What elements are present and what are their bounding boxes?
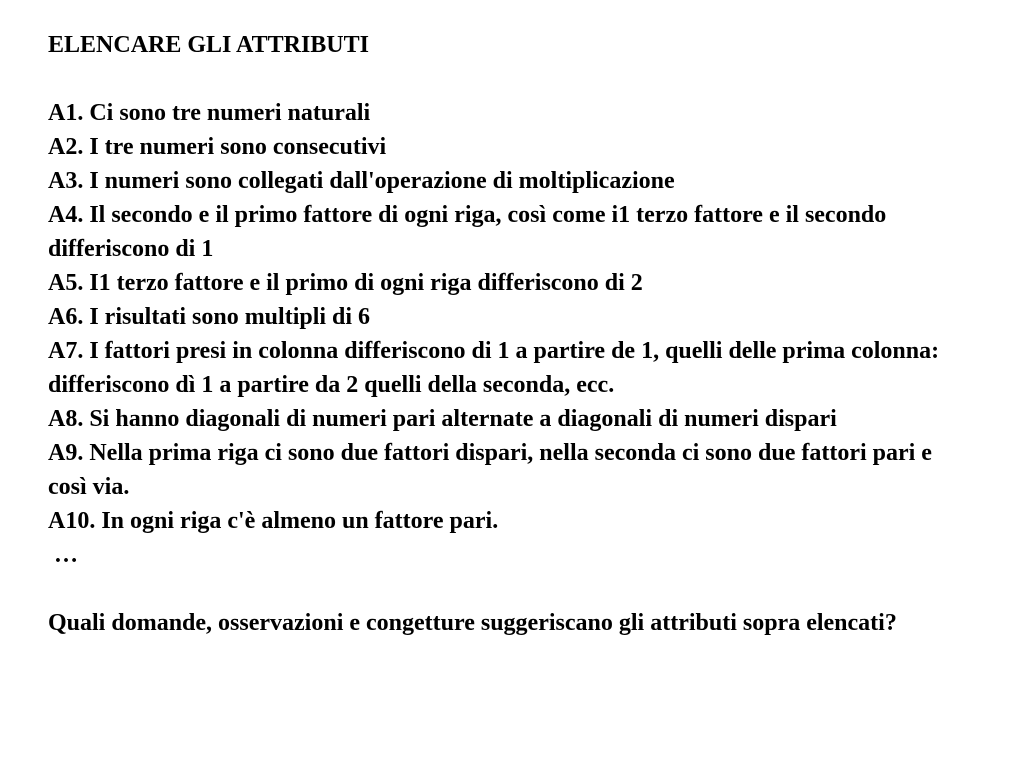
attribute-item-a10: A10. In ogni riga c'è almeno un fattore pari. (48, 508, 499, 534)
closing-question: Quali domande, osservazioni e congetture suggeriscano gli attributi sopra elencati? (48, 610, 897, 636)
attribute-item-a7: A7. I fattori presi in colonna differiscono di 1 a partire de 1, quelli delle prima colonna: differiscono dì 1 a partire da 2 quelli della seconda, ecc. (48, 338, 940, 398)
ellipsis: … (54, 542, 78, 568)
attribute-item-a6: A6. I risultati sono multipli di 6 (48, 304, 371, 330)
attribute-item-a9: A9. Nella prima riga ci sono due fattori dispari, nella seconda ci sono due fattori pari e così via. (48, 440, 932, 500)
attribute-item-a4: A4. Il secondo e il primo fattore di ogni riga, così come i1 terzo fattore e il secondo differiscono di 1 (48, 202, 887, 262)
slide-content (48, 28, 948, 640)
attribute-item-a3: A3. I numeri sono collegati dall'operazione di moltiplicazione (48, 168, 675, 194)
spacer (48, 572, 948, 606)
attribute-item-a1: A1. Ci sono tre numeri naturali (48, 100, 371, 126)
attribute-item-a5: A5. I1 terzo fattore e il primo di ogni riga differiscono di 2 (48, 270, 643, 296)
slide-title: ELENCARE GLI ATTRIBUTI (48, 32, 369, 58)
spacer (48, 62, 948, 96)
attribute-item-a2: A2. I tre numeri sono consecutivi (48, 134, 387, 160)
attribute-list (48, 96, 948, 538)
attribute-item-a8: A8. Si hanno diagonali di numeri pari alternate a diagonali di numeri dispari (48, 406, 837, 432)
